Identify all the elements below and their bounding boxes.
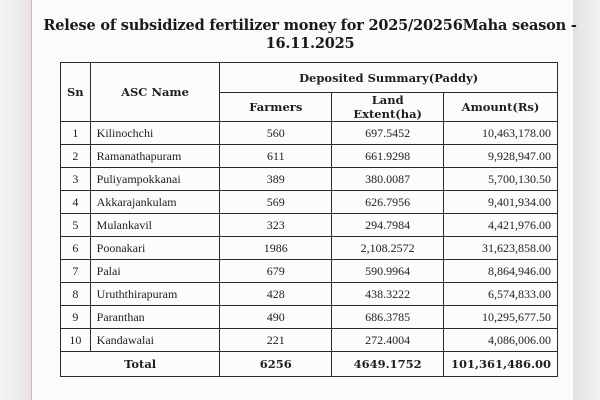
header-deposited-summary: Deposited Summary(Paddy) [220, 63, 558, 93]
cell-asc-name: Mulankavil [90, 214, 220, 237]
cell-land-extent: 661.9298 [332, 145, 444, 168]
cell-asc-name: Akkarajankulam [90, 191, 220, 214]
cell-land-extent: 438.3222 [332, 283, 444, 306]
cell-asc-name: Paranthan [90, 306, 220, 329]
total-amount: 101,361,486.00 [444, 352, 558, 377]
table-row [61, 191, 558, 214]
cell-asc-name: Puliyampokkanai [90, 168, 220, 191]
cell-sn: 5 [61, 214, 91, 237]
cell-amount: 5,700,130.50 [444, 168, 558, 191]
header-land-extent: Land Extent(ha) [332, 93, 444, 122]
table-row [61, 122, 558, 145]
cell-asc-name: Poonakari [90, 237, 220, 260]
scan-edge-left [0, 0, 31, 400]
cell-sn: 1 [61, 122, 91, 145]
header-asc-name: ASC Name [90, 63, 220, 122]
cell-amount: 9,928,947.00 [444, 145, 558, 168]
cell-amount: 9,401,934.00 [444, 191, 558, 214]
table-total-row [61, 352, 558, 377]
document-title [40, 17, 580, 53]
cell-land-extent: 590.9964 [332, 260, 444, 283]
table-row [61, 237, 558, 260]
cell-land-extent: 272.4004 [332, 329, 444, 352]
cell-amount: 8,864,946.00 [444, 260, 558, 283]
cell-sn: 8 [61, 283, 91, 306]
cell-sn: 6 [61, 237, 91, 260]
cell-amount: 4,421,976.00 [444, 214, 558, 237]
table-row [61, 283, 558, 306]
total-land-extent: 4649.1752 [332, 352, 444, 377]
cell-sn: 10 [61, 329, 91, 352]
cell-sn: 7 [61, 260, 91, 283]
cell-land-extent: 380.0087 [332, 168, 444, 191]
cell-farmers: 611 [220, 145, 332, 168]
cell-land-extent: 686.3785 [332, 306, 444, 329]
total-label: Total [61, 352, 220, 377]
table-row [61, 306, 558, 329]
cell-land-extent: 2,108.2572 [332, 237, 444, 260]
header-farmers: Farmers [220, 93, 332, 122]
title-date: 16.11.2025 [265, 35, 355, 52]
cell-amount: 10,295,677.50 [444, 306, 558, 329]
cell-sn: 2 [61, 145, 91, 168]
table-row [61, 329, 558, 352]
table-row [61, 145, 558, 168]
cell-farmers: 569 [220, 191, 332, 214]
title-line-1: Relese of subsidized fertilizer money for 2025/20256Maha season - [43, 17, 577, 34]
scan-edge-right [572, 0, 600, 400]
cell-farmers: 428 [220, 283, 332, 306]
cell-land-extent: 626.7956 [332, 191, 444, 214]
cell-asc-name: Ramanathapuram [90, 145, 220, 168]
cell-asc-name: Palai [90, 260, 220, 283]
cell-amount: 6,574,833.00 [444, 283, 558, 306]
table-row [61, 214, 558, 237]
cell-farmers: 221 [220, 329, 332, 352]
cell-amount: 4,086,006.00 [444, 329, 558, 352]
cell-asc-name: Uruththirapuram [90, 283, 220, 306]
header-amount: Amount(Rs) [444, 93, 558, 122]
fertilizer-summary-table [60, 62, 558, 377]
cell-land-extent: 294.7984 [332, 214, 444, 237]
total-farmers: 6256 [220, 352, 332, 377]
cell-farmers: 560 [220, 122, 332, 145]
cell-farmers: 1986 [220, 237, 332, 260]
cell-farmers: 323 [220, 214, 332, 237]
cell-amount: 31,623,858.00 [444, 237, 558, 260]
cell-sn: 9 [61, 306, 91, 329]
cell-asc-name: Kandawalai [90, 329, 220, 352]
cell-farmers: 490 [220, 306, 332, 329]
cell-farmers: 679 [220, 260, 332, 283]
cell-asc-name: Kilinochchi [90, 122, 220, 145]
cell-sn: 4 [61, 191, 91, 214]
cell-land-extent: 697.5452 [332, 122, 444, 145]
table-row [61, 168, 558, 191]
table-header-row-1 [61, 63, 558, 93]
header-sn: Sn [61, 63, 91, 122]
table-row [61, 260, 558, 283]
cell-amount: 10,463,178.00 [444, 122, 558, 145]
cell-sn: 3 [61, 168, 91, 191]
cell-farmers: 389 [220, 168, 332, 191]
